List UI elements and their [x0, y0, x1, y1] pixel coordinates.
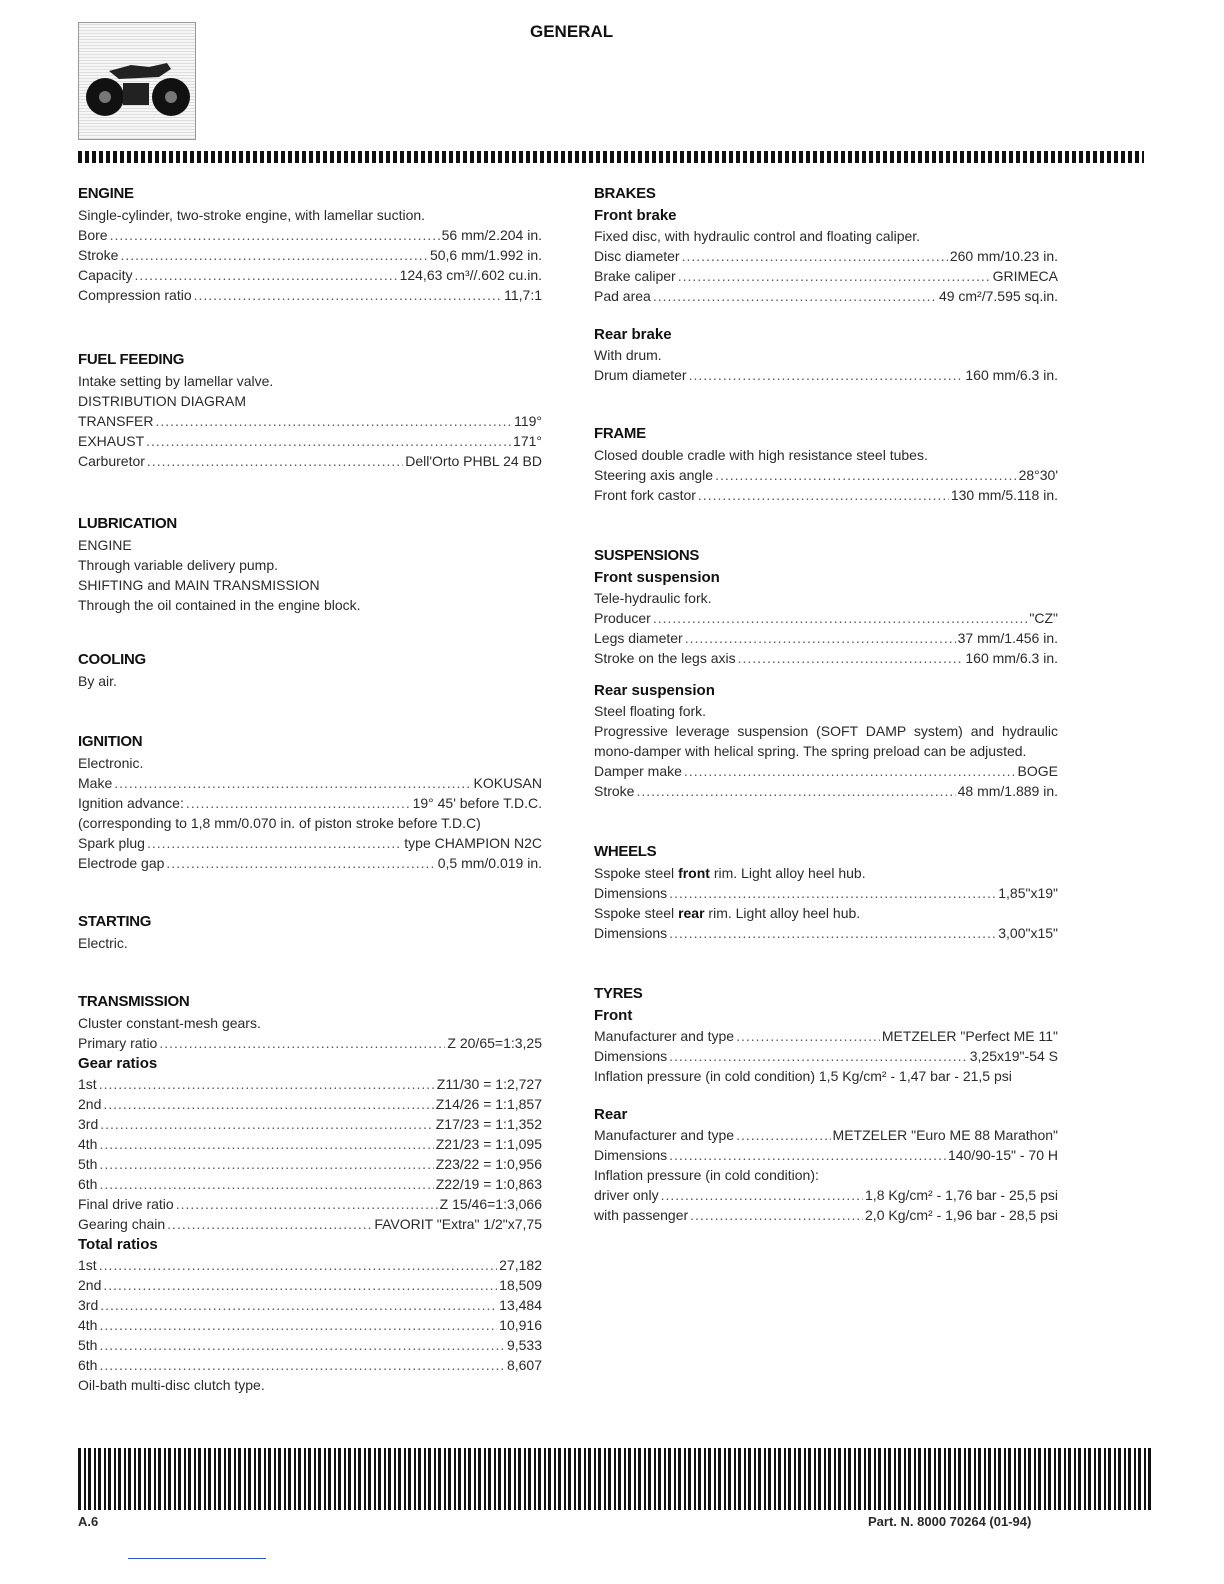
spec-row: Brake caliper ..... GRIMECA: [594, 266, 1058, 286]
page-title: GENERAL: [530, 22, 614, 41]
wheels-section: [594, 841, 1058, 943]
spec-row: 2nd ..... 18,509: [78, 1275, 542, 1295]
tyres-section: [594, 983, 1058, 1225]
frame-desc: Closed double cradle with high resistance steel tubes.: [594, 447, 928, 463]
spec-row: 5th ..... Z23/22 = 1:0,956: [78, 1154, 542, 1174]
logo: [78, 22, 196, 140]
suspensions-heading: SUSPENSIONS: [594, 547, 700, 564]
spec-row: Carburetor ..... Dell'Orto PHBL 24 BD: [78, 451, 542, 471]
front-brake-heading: Front brake: [594, 207, 677, 224]
spec-row: 5th ..... 9,533: [78, 1335, 542, 1355]
fuel-heading: FUEL FEEDING: [78, 351, 185, 368]
rear-suspension-desc: Steel floating fork.: [594, 703, 707, 719]
left-column: [78, 183, 542, 1395]
rear-suspension-desc: Progressive leverage suspension (SOFT DAMP system) and hydraulic mono-damper with helical spring. The spring preload can be adjusted.: [594, 723, 1058, 759]
spec-row: Manufacturer and type ..... METZELER "Perfect ME 11": [594, 1026, 1058, 1046]
total-ratios-heading: Total ratios: [78, 1236, 158, 1253]
part-number: Part. N. 8000 70264 (01-94): [868, 1514, 1032, 1529]
spec-row: Bore ..... 56 mm/2.204 in.: [78, 225, 542, 245]
rear-brake-desc: With drum.: [594, 347, 662, 363]
spec-row: 4th ..... 10,916: [78, 1315, 542, 1335]
rear-tyre-pressure-title: Inflation pressure (in cold condition):: [594, 1167, 819, 1183]
cooling-desc: By air.: [78, 673, 117, 689]
spec-row: Producer ..... "CZ": [594, 608, 1058, 628]
engine-desc: Single-cylinder, two-stroke engine, with lamellar suction.: [78, 207, 426, 223]
cooling-section: [78, 649, 542, 691]
spec-row: Stroke ..... 50,6 mm/1.992 in.: [78, 245, 542, 265]
lubrication-line: ENGINE: [78, 537, 132, 553]
spec-row: EXHAUST ..... 171°: [78, 431, 542, 451]
motorcycle-icon: [79, 23, 195, 139]
transmission-section: [78, 991, 542, 1395]
lubrication-line: SHIFTING and MAIN TRANSMISSION: [78, 577, 320, 593]
front-suspension-heading: Front suspension: [594, 569, 720, 586]
lubrication-line: Through the oil contained in the engine block.: [78, 597, 361, 613]
starting-desc: Electric.: [78, 935, 128, 951]
ignition-heading: IGNITION: [78, 733, 143, 750]
spec-row: Legs diameter ..... 37 mm/1.456 in.: [594, 628, 1058, 648]
spec-row: Disc diameter ..... 260 mm/10.23 in.: [594, 246, 1058, 266]
spec-row: Drum diameter ..... 160 mm/6.3 in.: [594, 365, 1058, 385]
spec-row: Capacity ..... 124,63 cm³//.602 cu.in.: [78, 265, 542, 285]
cooling-heading: COOLING: [78, 651, 146, 668]
clutch-desc: Oil-bath multi-disc clutch type.: [78, 1377, 265, 1393]
fuel-line: DISTRIBUTION DIAGRAM: [78, 393, 247, 409]
brakes-heading: BRAKES: [594, 185, 656, 202]
footer-divider: [78, 1448, 1154, 1510]
spec-row: Ignition advance: ..... 19° 45' before T.D.C.: [78, 793, 542, 813]
spec-row: Electrode gap ..... 0,5 mm/0.019 in.: [78, 853, 542, 873]
transmission-heading: TRANSMISSION: [78, 993, 190, 1010]
spec-row: Front fork castor ..... 130 mm/5.118 in.: [594, 485, 1058, 505]
spec-row: Dimensions ..... 140/90-15" - 70 H: [594, 1145, 1058, 1165]
spec-row: 3rd ..... 13,484: [78, 1295, 542, 1315]
spec-row: Dimensions ..... 3,00"x15": [594, 923, 1058, 943]
right-column: [594, 183, 1058, 1225]
spec-row: Stroke on the legs axis ..... 160 mm/6.3 in.: [594, 648, 1058, 668]
spec-row: Gearing chain ..... FAVORIT "Extra" 1/2"x7,75: [78, 1214, 542, 1234]
wheels-heading: WHEELS: [594, 843, 657, 860]
page-number: A.6: [78, 1514, 99, 1529]
spec-row: Dimensions ..... 1,85"x19": [594, 883, 1058, 903]
front-tyre-pressure: Inflation pressure (in cold condition) 1,5 Kg/cm² - 1,47 bar - 21,5 psi: [594, 1068, 1012, 1084]
front-wheel-desc: Sspoke steel front rim. Light alloy heel hub.: [594, 865, 866, 881]
rear-wheel-desc: Sspoke steel rear rim. Light alloy heel hub.: [594, 905, 861, 921]
front-tyre-heading: Front: [594, 1007, 633, 1024]
spec-row: Compression ratio ..... 11,7:1: [78, 285, 542, 305]
spec-row: Primary ratio ..... Z 20/65=1:3,25: [78, 1033, 542, 1053]
engine-section: [78, 183, 542, 305]
tyres-heading: TYRES: [594, 985, 643, 1002]
rear-tyre-heading: Rear: [594, 1106, 628, 1123]
header-divider: [78, 151, 1144, 163]
lubrication-line: Through variable delivery pump.: [78, 557, 278, 573]
ignition-section: [78, 731, 542, 873]
brakes-section: [594, 183, 1058, 385]
spec-row: Spark plug ..... type CHAMPION N2C: [78, 833, 542, 853]
spec-row: Steering axis angle ..... 28°30': [594, 465, 1058, 485]
fuel-section: [78, 349, 542, 471]
spec-row: Damper make ..... BOGE: [594, 761, 1058, 781]
frame-heading: FRAME: [594, 425, 646, 442]
fuel-line: Intake setting by lamellar valve.: [78, 373, 274, 389]
spec-row: driver only ..... 1,8 Kg/cm² - 1,76 bar - 25,5 psi: [594, 1185, 1058, 1205]
footer-rule: [128, 1558, 266, 1559]
ignition-note: (corresponding to 1,8 mm/0.070 in. of piston stroke before T.D.C): [78, 815, 481, 831]
spec-row: with passenger ..... 2,0 Kg/cm² - 1,96 bar - 28,5 psi: [594, 1205, 1058, 1225]
spec-row: Manufacturer and type ..... METZELER "Euro ME 88 Marathon": [594, 1125, 1058, 1145]
spec-row: 1st ..... 27,182: [78, 1255, 542, 1275]
spec-row: 1st ..... Z11/30 = 1:2,727: [78, 1074, 542, 1094]
starting-section: [78, 911, 542, 953]
lubrication-heading: LUBRICATION: [78, 515, 177, 532]
rear-suspension-heading: Rear suspension: [594, 682, 715, 699]
rear-brake-heading: Rear brake: [594, 326, 672, 343]
spec-row: Make ..... KOKUSAN: [78, 773, 542, 793]
gear-ratios-heading: Gear ratios: [78, 1055, 158, 1072]
lubrication-section: [78, 513, 542, 615]
spec-row: TRANSFER ..... 119°: [78, 411, 542, 431]
spec-row: 6th ..... 8,607: [78, 1355, 542, 1375]
transmission-desc: Cluster constant-mesh gears.: [78, 1015, 261, 1031]
front-brake-desc: Fixed disc, with hydraulic control and floating caliper.: [594, 228, 921, 244]
spec-row: 6th ..... Z22/19 = 1:0,863: [78, 1174, 542, 1194]
front-suspension-desc: Tele-hydraulic fork.: [594, 590, 712, 606]
spec-row: 3rd ..... Z17/23 = 1:1,352: [78, 1114, 542, 1134]
spec-row: Stroke ..... 48 mm/1.889 in.: [594, 781, 1058, 801]
spec-row: Dimensions ..... 3,25x19"-54 S: [594, 1046, 1058, 1066]
spec-row: 4th ..... Z21/23 = 1:1,095: [78, 1134, 542, 1154]
spec-row: 2nd ..... Z14/26 = 1:1,857: [78, 1094, 542, 1114]
suspensions-section: [594, 545, 1058, 801]
spec-row: Pad area ..... 49 cm²/7.595 sq.in.: [594, 286, 1058, 306]
spec-row: Final drive ratio ..... Z 15/46=1:3,066: [78, 1194, 542, 1214]
frame-section: [594, 423, 1058, 505]
engine-heading: ENGINE: [78, 185, 134, 202]
starting-heading: STARTING: [78, 913, 152, 930]
ignition-desc: Electronic.: [78, 755, 144, 771]
